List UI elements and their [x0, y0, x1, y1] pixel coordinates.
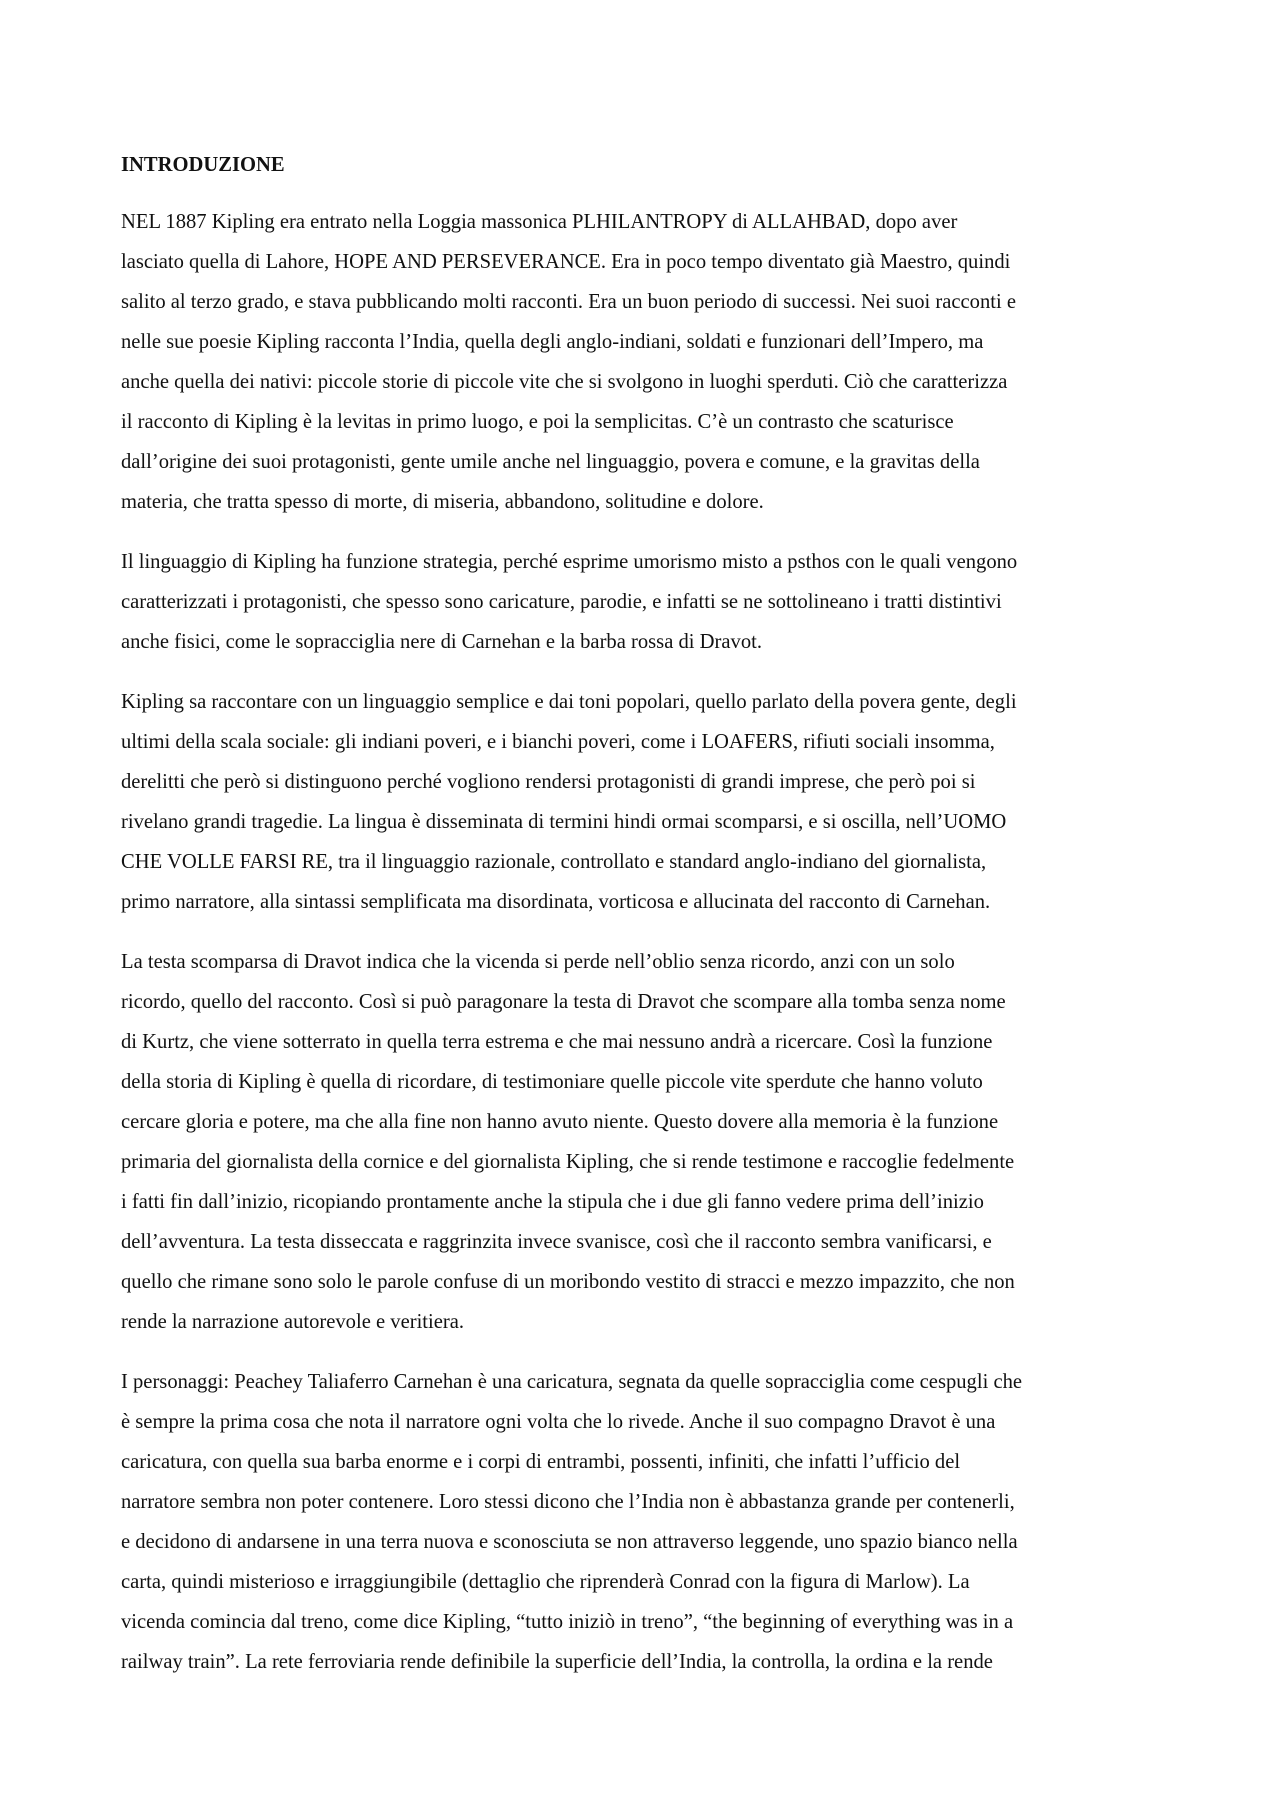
text-line: CHE VOLLE FARSI RE, tra il linguaggio razionale, controllato e standard anglo-indiano del giornalista,: [121, 851, 987, 873]
text-line: carta, quindi misterioso e irraggiungibile (dettaglio che riprenderà Conrad con la figura di Marlow). La: [121, 1571, 970, 1593]
text-line: rivelano grandi tragedie. La lingua è disseminata di termini hindi ormai scomparsi, e si oscilla, nell’UOMO: [121, 811, 1007, 833]
text-line: primaria del giornalista della cornice e del giornalista Kipling, che si rende testimone e raccoglie fedelmente: [121, 1151, 1015, 1173]
paragraph: [121, 542, 1169, 662]
text-line: i fatti fin dall’inizio, ricopiando prontamente anche la stipula che i due gli fanno vedere prima dell’inizio: [121, 1191, 984, 1213]
text-line: caratterizzati i protagonisti, che spesso sono caricature, parodie, e infatti se ne sottolineano i tratti distintivi: [121, 591, 1002, 613]
document-heading: INTRODUZIONE: [121, 154, 285, 176]
text-line: nelle sue poesie Kipling racconta l’India, quella degli anglo-indiani, soldati e funzionari dell’Impero, ma: [121, 331, 984, 353]
text-line: railway train”. La rete ferroviaria rende definibile la superficie dell’India, la controlla, la ordina e la rende: [121, 1651, 993, 1673]
text-line: Il linguaggio di Kipling ha funzione strategia, perché esprime umorismo misto a psthos con le quali vengono: [121, 551, 1018, 573]
text-line: il racconto di Kipling è la levitas in primo luogo, e poi la semplicitas. C’è un contrasto che scaturisce: [121, 411, 954, 433]
text-line: narratore sembra non poter contenere. Loro stessi dicono che l’India non è abbastanza grande per contenerli,: [121, 1491, 1015, 1513]
text-line: dall’origine dei suoi protagonisti, gente umile anche nel linguaggio, povera e comune, e la gravitas della: [121, 451, 980, 473]
text-line: Kipling sa raccontare con un linguaggio semplice e dai toni popolari, quello parlato della povera gente, degli: [121, 691, 1017, 713]
text-line: quello che rimane sono solo le parole confuse di un moribondo vestito di stracci e mezzo impazzito, che non: [121, 1271, 1015, 1293]
text-line: caricatura, con quella sua barba enorme e i corpi di entrambi, possenti, infiniti, che infatti l’ufficio del: [121, 1451, 961, 1473]
text-line: primo narratore, alla sintassi semplificata ma disordinata, vorticosa e allucinata del racconto di Carnehan.: [121, 891, 991, 913]
text-line: I personaggi: Peachey Taliaferro Carnehan è una caricatura, segnata da quelle sopracciglia come cespugli che: [121, 1371, 1023, 1393]
text-line: materia, che tratta spesso di morte, di miseria, abbandono, solitudine e dolore.: [121, 491, 764, 513]
text-line: cercare gloria e potere, ma che alla fine non hanno avuto niente. Questo dovere alla memoria è la funzione: [121, 1111, 999, 1133]
text-line: anche fisici, come le sopracciglia nere di Carnehan e la barba rossa di Dravot.: [121, 631, 762, 653]
text-line: rende la narrazione autorevole e veritiera.: [121, 1311, 465, 1333]
text-line: La testa scomparsa di Dravot indica che la vicenda si perde nell’oblio senza ricordo, anzi con un solo: [121, 951, 955, 973]
text-line: NEL 1887 Kipling era entrato nella Loggia massonica PLHILANTROPY di ALLAHBAD, dopo aver: [121, 211, 958, 233]
text-line: ultimi della scala sociale: gli indiani poveri, e i bianchi poveri, come i LOAFERS, rifiuti sociali insomma,: [121, 731, 995, 753]
text-line: di Kurtz, che viene sotterrato in quella terra estrema e che mai nessuno andrà a ricercare. Così la funzione: [121, 1031, 993, 1053]
text-line: salito al terzo grado, e stava pubblicando molti racconti. Era un buon periodo di successi. Nei suoi racconti e: [121, 291, 1016, 313]
text-line: anche quella dei nativi: piccole storie di piccole vite che si svolgono in luoghi sperduti. Ciò che caratterizza: [121, 371, 1008, 393]
text-line: e decidono di andarsene in una terra nuova e sconosciuta se non attraverso leggende, uno spazio bianco nella: [121, 1531, 1018, 1553]
text-line: della storia di Kipling è quella di ricordare, di testimoniare quelle piccole vite sperdute che hanno voluto: [121, 1071, 983, 1093]
document-body: [121, 202, 1169, 1682]
paragraph: [121, 1362, 1169, 1682]
text-line: dell’avventura. La testa disseccata e raggrinzita invece svanisce, così che il racconto sembra vanificarsi, e: [121, 1231, 992, 1253]
text-line: derelitti che però si distinguono perché vogliono rendersi protagonisti di grandi imprese, che però poi si: [121, 771, 976, 793]
paragraph: [121, 942, 1169, 1342]
document-page: [121, 148, 1169, 1702]
text-line: è sempre la prima cosa che nota il narratore ogni volta che lo rivede. Anche il suo compagno Dravot è una: [121, 1411, 996, 1433]
paragraph: [121, 202, 1169, 522]
text-line: vicenda comincia dal treno, come dice Kipling, “tutto iniziò in treno”, “the beginning of everything was in a: [121, 1611, 1014, 1633]
text-line: lasciato quella di Lahore, HOPE AND PERSEVERANCE. Era in poco tempo diventato già Maestro, quindi: [121, 251, 1011, 273]
paragraph: [121, 682, 1169, 922]
text-line: ricordo, quello del racconto. Così si può paragonare la testa di Dravot che scompare alla tomba senza nome: [121, 991, 1006, 1013]
